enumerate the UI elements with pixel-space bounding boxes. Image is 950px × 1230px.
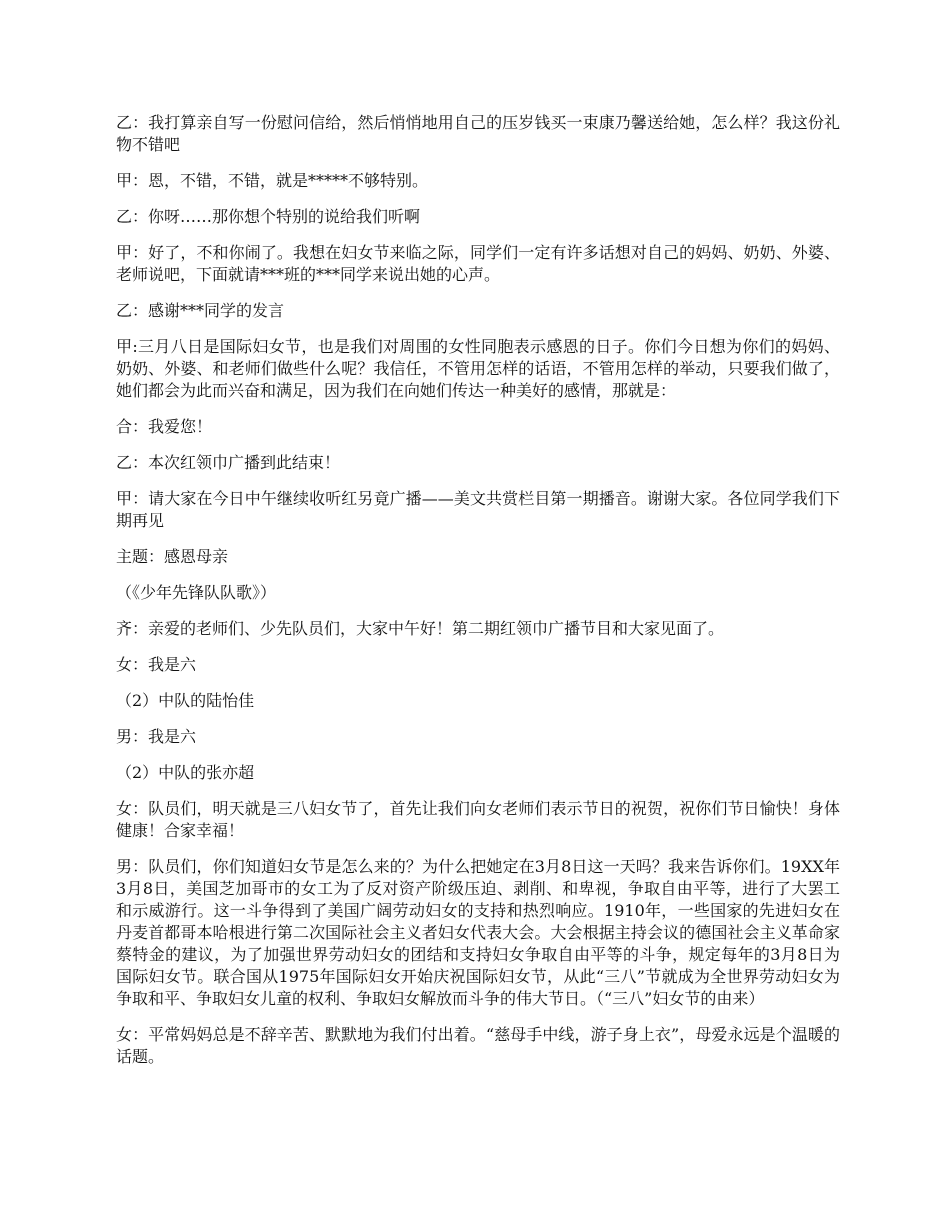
song-note: （《少年先锋队队歌》） — [116, 583, 277, 602]
dialogue-paragraph: 乙：本次红领巾广播到此结束！ — [116, 453, 341, 472]
dialogue-paragraph: 乙：你呀……那你想个特别的说给我们听啊 — [116, 207, 421, 226]
dialogue-paragraph: 甲：恩，不错，不错，就是*****不够特别。 — [116, 171, 429, 190]
dialogue-paragraph: 甲：请大家在今日中午继续收听红另竟广播——美文共赏栏目第一期播音。谢谢大家。各位同学我们下期再见 — [116, 489, 840, 530]
dialogue-paragraph: 乙：我打算亲自写一份慰问信给，然后悄悄地用自己的压岁钱买一束康乃馨送给她，怎么样？我这份礼物不错吧 — [116, 113, 840, 154]
dialogue-paragraph: 女：队员们，明天就是三八妇女节了，首先让我们向女老师们表示节日的祝贺，祝你们节日愉快！身体健康！合家幸福！ — [116, 799, 840, 840]
dialogue-paragraph: 女：我是六 — [116, 655, 197, 674]
dialogue-paragraph: 齐：亲爱的老师们、少先队员们，大家中午好！第二期红领巾广播节目和大家见面了。 — [116, 619, 725, 638]
dialogue-paragraph: 甲:三月八日是国际妇女节，也是我们对周围的女性同胞表示感恩的日子。你们今日想为你们的妈妈、奶奶、外婆、和老师们做些什么呢？我信任，不管用怎样的话语，不管用怎样的举动，只要我们做了，她们都会为此而兴奋和满足，因为我们在向她们传达一种美好的感情，那就是： — [116, 337, 840, 400]
dialogue-paragraph: （2）中队的陆怡佳 — [116, 691, 255, 710]
dialogue-paragraph: 男：队员们，你们知道妇女节是怎么来的？为什么把她定在3月8日这一天吗？我来告诉你们。19XX年3月8日，美国芝加哥市的女工为了反对资产阶级压迫、剥削、和卑视，争取自由平等，进行了大罢工和示威游行。这一斗争得到了美国广阔劳动妇女的支持和热烈响应。1910年，一些国家的先进妇女在丹麦首都哥本哈根进行第二次国际社会主义者妇女代表大会。大会根据主持会议的德国社会主义革命家蔡特金的建议，为了加强世界劳动妇女的团结和支持妇女争取自由平等的斗争，规定每年的3月8日为国际妇女节。联合国从1975年国际妇女开始庆祝国际妇女节，从此“三八”节就成为全世界劳动妇女为争取和平、争取妇女儿童的权利、争取妇女解放而斗争的伟大节日。（“三八”妇女节的由来） — [116, 857, 840, 1008]
dialogue-paragraph: （2）中队的张亦超 — [116, 763, 255, 782]
dialogue-paragraph: 女：平常妈妈总是不辞辛苦、默默地为我们付出着。“慈母手中线，游子身上衣”，母爱永远是个温暖的话题。 — [116, 1025, 840, 1066]
theme-heading: 主题：感恩母亲 — [116, 547, 229, 566]
dialogue-paragraph: 合：我爱您！ — [116, 417, 213, 436]
dialogue-paragraph: 乙：感谢***同学的发言 — [116, 301, 285, 320]
dialogue-paragraph: 男：我是六 — [116, 727, 197, 746]
dialogue-paragraph: 甲：好了，不和你闹了。我想在妇女节来临之际，同学们一定有许多话想对自己的妈妈、奶奶、外婆、老师说吧，下面就请***班的***同学来说出她的心声。 — [116, 243, 840, 284]
document-body — [116, 112, 840, 1082]
